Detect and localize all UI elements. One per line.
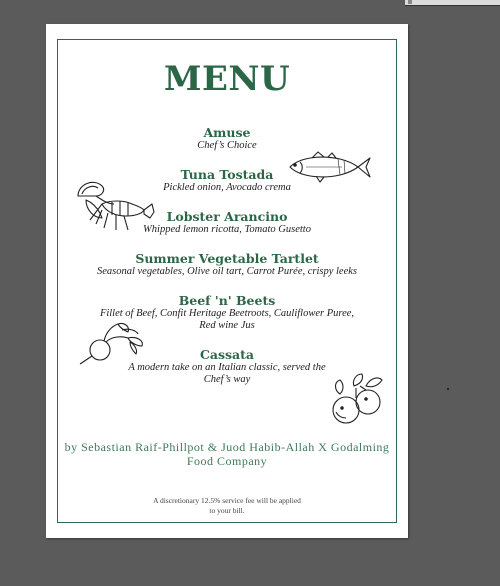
service-line2: to your bill. (209, 505, 245, 515)
menu-item-name: Beef 'n' Beets (178, 293, 276, 308)
menu-item-name: Tuna Tostada (180, 167, 274, 182)
credit-line1: by Sebastian Raif-Phillpot & Juod Habib-Allah X Godalming (64, 440, 390, 454)
credit-line2: Food Company (186, 454, 268, 468)
toolbar-handle[interactable] (408, 0, 412, 4)
menu-item-desc-line2: Chef’s way (203, 374, 251, 385)
window-toolbar-strip[interactable] (405, 0, 500, 6)
stray-pixel (447, 388, 449, 390)
menu-credit (46, 440, 408, 468)
menu-item-desc: Seasonal vegetables, Olive oil tart, Carrot Purée, crispy leeks (96, 266, 357, 277)
service-line1: A discretionary 12.5% service fee will be applied (153, 496, 301, 505)
menu-item-desc-line1: A modern take on an Italian classic, served the (128, 362, 326, 373)
menu-item-name: Cassata (199, 347, 255, 362)
menu-page (46, 24, 408, 538)
lobster-icon (72, 176, 156, 232)
menu-item-summer-tartlet (46, 252, 408, 278)
fish-icon (282, 150, 372, 184)
menu-item-desc: Chef’s Choice (197, 140, 257, 151)
menu-item-desc-line1: Fillet of Beef, Confit Heritage Beetroots, Cauliflower Puree, (99, 308, 355, 319)
menu-item-desc-line2: Red wine Jus (199, 320, 255, 331)
menu-item-name: Amuse (203, 125, 251, 140)
menu-item-desc: Pickled onion, Avocado crema (163, 182, 291, 193)
menu-item-desc: Whipped lemon ricotta, Tomato Gusetto (143, 224, 311, 235)
beet-icon (78, 320, 148, 366)
service-fee-note (46, 496, 408, 515)
menu-title: MENU (163, 59, 291, 99)
menu-item-amuse (46, 126, 408, 152)
menu-item-name: Lobster Arancino (166, 209, 288, 224)
menu-item-name: Summer Vegetable Tartlet (135, 251, 319, 266)
fruit-icon (326, 372, 388, 430)
